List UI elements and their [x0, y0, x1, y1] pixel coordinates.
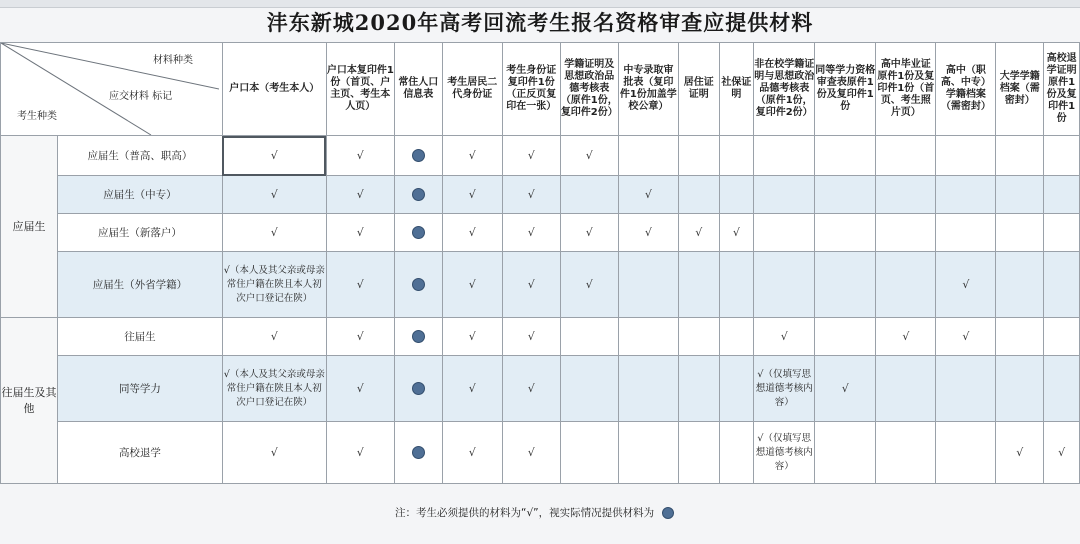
row-label: 应届生（普高、职高）	[58, 136, 223, 176]
check-mark: √	[780, 330, 788, 343]
empty-cell	[1044, 136, 1080, 176]
check-mark: √	[356, 149, 364, 162]
empty-cell	[719, 136, 754, 176]
empty-cell	[996, 318, 1044, 356]
empty-cell	[618, 356, 678, 422]
col-header: 考生居民二代身份证	[442, 43, 502, 136]
required-check-cell	[502, 252, 560, 318]
empty-cell	[996, 356, 1044, 422]
empty-cell	[996, 136, 1044, 176]
note-cell: √（仅填写思想道德考核内容）	[754, 356, 815, 422]
required-check-cell	[1044, 422, 1080, 484]
required-check-cell	[502, 136, 560, 176]
group-current: 应届生	[1, 136, 58, 318]
check-mark: √	[527, 330, 535, 343]
required-check-cell	[222, 422, 326, 484]
check-mark: √	[1016, 446, 1024, 459]
optional-dot-cell	[394, 136, 442, 176]
table-row	[1, 318, 1080, 356]
check-mark: √	[356, 226, 364, 239]
required-check-cell	[326, 422, 394, 484]
required-check-cell	[936, 318, 996, 356]
optional-dot-icon	[662, 507, 674, 519]
empty-cell	[815, 318, 876, 356]
required-check-cell	[560, 252, 618, 318]
empty-cell	[936, 356, 996, 422]
col-header: 大学学籍档案（需密封）	[996, 43, 1044, 136]
empty-cell	[754, 214, 815, 252]
check-mark: √	[527, 382, 535, 395]
empty-cell	[754, 252, 815, 318]
empty-cell	[936, 136, 996, 176]
empty-cell	[815, 136, 876, 176]
required-check-cell	[502, 214, 560, 252]
empty-cell	[678, 252, 719, 318]
check-mark: √	[270, 330, 278, 343]
row-label: 往届生	[58, 318, 223, 356]
required-check-cell	[222, 214, 326, 252]
corner-material-type: 材料种类	[153, 55, 193, 66]
empty-cell	[815, 252, 876, 318]
check-mark: √	[356, 188, 364, 201]
required-check-cell	[326, 318, 394, 356]
row-label: 应届生（新落户）	[58, 214, 223, 252]
col-header: 考生身份证复印件1份（正反页复印在一张）	[502, 43, 560, 136]
table-row	[1, 252, 1080, 318]
check-mark: √	[585, 278, 593, 291]
check-mark: √	[527, 149, 535, 162]
required-check-cell	[678, 214, 719, 252]
empty-cell	[876, 252, 936, 318]
check-mark: √	[1058, 446, 1066, 459]
optional-dot-cell	[394, 214, 442, 252]
empty-cell	[678, 136, 719, 176]
required-check-cell	[936, 252, 996, 318]
required-check-cell	[326, 136, 394, 176]
check-mark: √	[585, 226, 593, 239]
check-mark: √	[356, 382, 364, 395]
required-check-cell	[618, 176, 678, 214]
empty-cell	[678, 176, 719, 214]
check-mark: √	[841, 382, 849, 395]
row-label: 应届生（外省学籍）	[58, 252, 223, 318]
required-check-cell	[326, 214, 394, 252]
note-cell: √（仅填写思想道德考核内容）	[754, 422, 815, 484]
empty-cell	[754, 176, 815, 214]
empty-cell	[815, 422, 876, 484]
optional-dot-icon	[412, 188, 425, 201]
col-header: 社保证明	[719, 43, 754, 136]
check-mark: √	[644, 188, 652, 201]
empty-cell	[678, 356, 719, 422]
check-mark: √	[468, 330, 476, 343]
required-check-cell	[560, 214, 618, 252]
empty-cell	[560, 176, 618, 214]
table-row	[1, 214, 1080, 252]
optional-dot-icon	[412, 446, 425, 459]
empty-cell	[876, 214, 936, 252]
optional-dot-icon	[412, 149, 425, 162]
empty-cell	[936, 214, 996, 252]
check-mark: √	[270, 446, 278, 459]
optional-dot-icon	[412, 278, 425, 291]
col-header: 高中（职高、中专）学籍档案（需密封）	[936, 43, 996, 136]
corner-submit-label: 应交材料 标记	[109, 91, 173, 102]
empty-cell	[618, 136, 678, 176]
required-check-cell	[222, 318, 326, 356]
check-mark: √	[356, 278, 364, 291]
check-mark: √	[695, 226, 703, 239]
footnote	[395, 505, 674, 521]
check-mark: √	[468, 149, 476, 162]
footnote-text: 注：考生必须提供的材料为“√”，视实际情况提供材料为	[395, 507, 655, 519]
empty-cell	[876, 422, 936, 484]
check-mark: √	[468, 278, 476, 291]
col-header: 高校退学证明原件1份及复印件1份	[1044, 43, 1080, 136]
col-header: 户口本（考生本人）	[222, 43, 326, 136]
optional-dot-cell	[394, 176, 442, 214]
empty-cell	[996, 214, 1044, 252]
required-check-cell	[815, 356, 876, 422]
optional-dot-icon	[412, 226, 425, 239]
corner-student-type: 考生种类	[17, 111, 57, 122]
check-mark: √	[644, 226, 652, 239]
check-mark: √	[468, 446, 476, 459]
check-mark: √	[356, 330, 364, 343]
required-check-cell	[442, 176, 502, 214]
table-corner-header	[1, 43, 223, 136]
table-row	[1, 422, 1080, 484]
col-header: 户口本复印件1份（首页、户主页、考生本人页）	[326, 43, 394, 136]
optional-dot-cell	[394, 252, 442, 318]
required-check-cell	[754, 318, 815, 356]
empty-cell	[876, 136, 936, 176]
check-mark: √	[732, 226, 740, 239]
required-check-cell	[719, 214, 754, 252]
group-past: 往届生及其他	[1, 318, 58, 484]
empty-cell	[876, 176, 936, 214]
check-mark: √	[585, 149, 593, 162]
check-mark: √	[356, 446, 364, 459]
optional-dot-icon	[412, 330, 425, 343]
empty-cell	[815, 176, 876, 214]
table-body	[1, 136, 1080, 484]
empty-cell	[1044, 252, 1080, 318]
check-mark: √	[962, 278, 970, 291]
empty-cell	[719, 252, 754, 318]
row-label: 高校退学	[58, 422, 223, 484]
check-mark: √	[270, 188, 278, 201]
col-header: 居住证证明	[678, 43, 719, 136]
empty-cell	[618, 422, 678, 484]
required-check-cell	[442, 136, 502, 176]
empty-cell	[719, 422, 754, 484]
empty-cell	[560, 318, 618, 356]
optional-dot-cell	[394, 356, 442, 422]
empty-cell	[618, 318, 678, 356]
required-check-cell	[996, 422, 1044, 484]
check-mark: √	[468, 382, 476, 395]
empty-cell	[678, 318, 719, 356]
empty-cell	[936, 176, 996, 214]
required-check-cell	[560, 136, 618, 176]
required-check-cell	[442, 214, 502, 252]
required-check-cell	[618, 214, 678, 252]
row-label: 同等学力	[58, 356, 223, 422]
check-mark: √	[902, 330, 910, 343]
empty-cell	[754, 136, 815, 176]
required-check-cell	[222, 136, 326, 176]
empty-cell	[876, 356, 936, 422]
check-mark: √	[270, 226, 278, 239]
col-header: 学籍证明及思想政治品德考核表（原件1份，复印件2份）	[560, 43, 618, 136]
required-check-cell	[502, 176, 560, 214]
empty-cell	[1044, 356, 1080, 422]
col-header: 非在校学籍证明与思想政治品德考核表（原件1份，复印件2份）	[754, 43, 815, 136]
empty-cell	[1044, 318, 1080, 356]
note-cell: √（本人及其父亲或母亲常住户籍在陕且本人初次户口登记在陕）	[222, 252, 326, 318]
empty-cell	[560, 356, 618, 422]
top-strip	[0, 0, 1080, 8]
page-title: 沣东新城2020年高考回流考生报名资格审查应提供材料	[266, 10, 814, 35]
required-check-cell	[326, 356, 394, 422]
col-header: 常住人口信息表	[394, 43, 442, 136]
required-check-cell	[502, 422, 560, 484]
optional-dot-icon	[412, 382, 425, 395]
check-mark: √	[527, 446, 535, 459]
note-cell: √（本人及其父亲或母亲常住户籍在陕且本人初次户口登记在陕）	[222, 356, 326, 422]
required-check-cell	[222, 176, 326, 214]
required-check-cell	[876, 318, 936, 356]
check-mark: √	[270, 149, 278, 162]
required-check-cell	[442, 252, 502, 318]
col-header: 中专录取审批表（复印件1份加盖学校公章）	[618, 43, 678, 136]
col-header: 高中毕业证原件1份及复印件1份（首页、考生照片页）	[876, 43, 936, 136]
table-row	[1, 136, 1080, 176]
required-check-cell	[442, 318, 502, 356]
empty-cell	[996, 252, 1044, 318]
empty-cell	[1044, 214, 1080, 252]
required-check-cell	[502, 318, 560, 356]
check-mark: √	[468, 188, 476, 201]
required-check-cell	[502, 356, 560, 422]
empty-cell	[815, 214, 876, 252]
empty-cell	[996, 176, 1044, 214]
empty-cell	[1044, 176, 1080, 214]
empty-cell	[719, 318, 754, 356]
required-check-cell	[326, 176, 394, 214]
table-row	[1, 176, 1080, 214]
col-header: 同等学力资格审查表原件1份及复印件1份	[815, 43, 876, 136]
check-mark: √	[962, 330, 970, 343]
empty-cell	[719, 176, 754, 214]
empty-cell	[719, 356, 754, 422]
check-mark: √	[468, 226, 476, 239]
empty-cell	[560, 422, 618, 484]
check-mark: √	[527, 188, 535, 201]
empty-cell	[936, 422, 996, 484]
required-check-cell	[326, 252, 394, 318]
materials-table	[0, 42, 1080, 484]
row-label: 应届生（中专）	[58, 176, 223, 214]
optional-dot-cell	[394, 422, 442, 484]
required-check-cell	[442, 422, 502, 484]
table-row	[1, 356, 1080, 422]
optional-dot-cell	[394, 318, 442, 356]
required-check-cell	[442, 356, 502, 422]
empty-cell	[678, 422, 719, 484]
check-mark: √	[527, 226, 535, 239]
check-mark: √	[527, 278, 535, 291]
empty-cell	[618, 252, 678, 318]
